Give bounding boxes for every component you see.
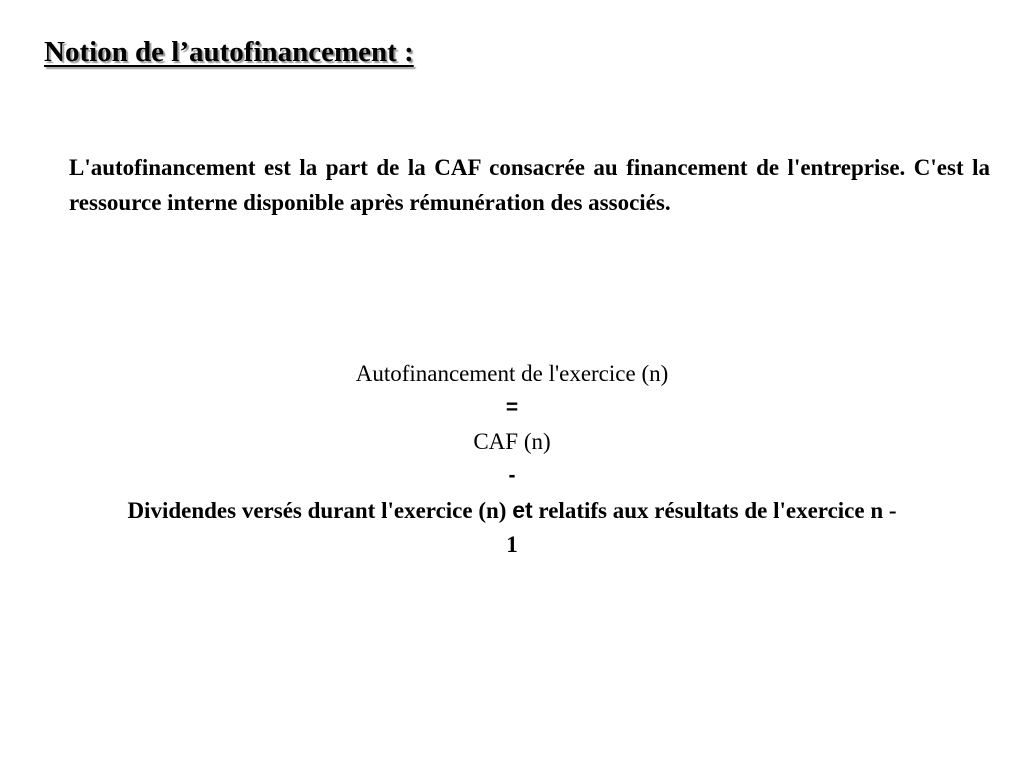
formula-caf: CAF (n) (473, 429, 551, 454)
formula-block (28, 357, 996, 562)
formula-dividends-conjunction: et (512, 497, 533, 523)
definition-paragraph: L'autofinancement est la part de la CAF consacrée au financement de l'entreprise. C'est la ressource interne disponible après rémunération des associés. (69, 155, 990, 215)
formula-dividends-year: 1 (506, 532, 518, 557)
formula-dividends-text-2: relatifs aux résultats de l'exercice n - (532, 498, 897, 523)
formula-minus-sign: - (508, 464, 516, 487)
formula-dividends-line (28, 493, 996, 528)
formula-lhs: Autofinancement de l'exercice (n) (355, 361, 669, 386)
formula-dividends-text-1: Dividendes versés durant l'exercice (n) (127, 498, 513, 523)
formula-equals-sign: = (505, 396, 519, 419)
slide-title: Notion de l’autofinancement : (44, 36, 414, 68)
